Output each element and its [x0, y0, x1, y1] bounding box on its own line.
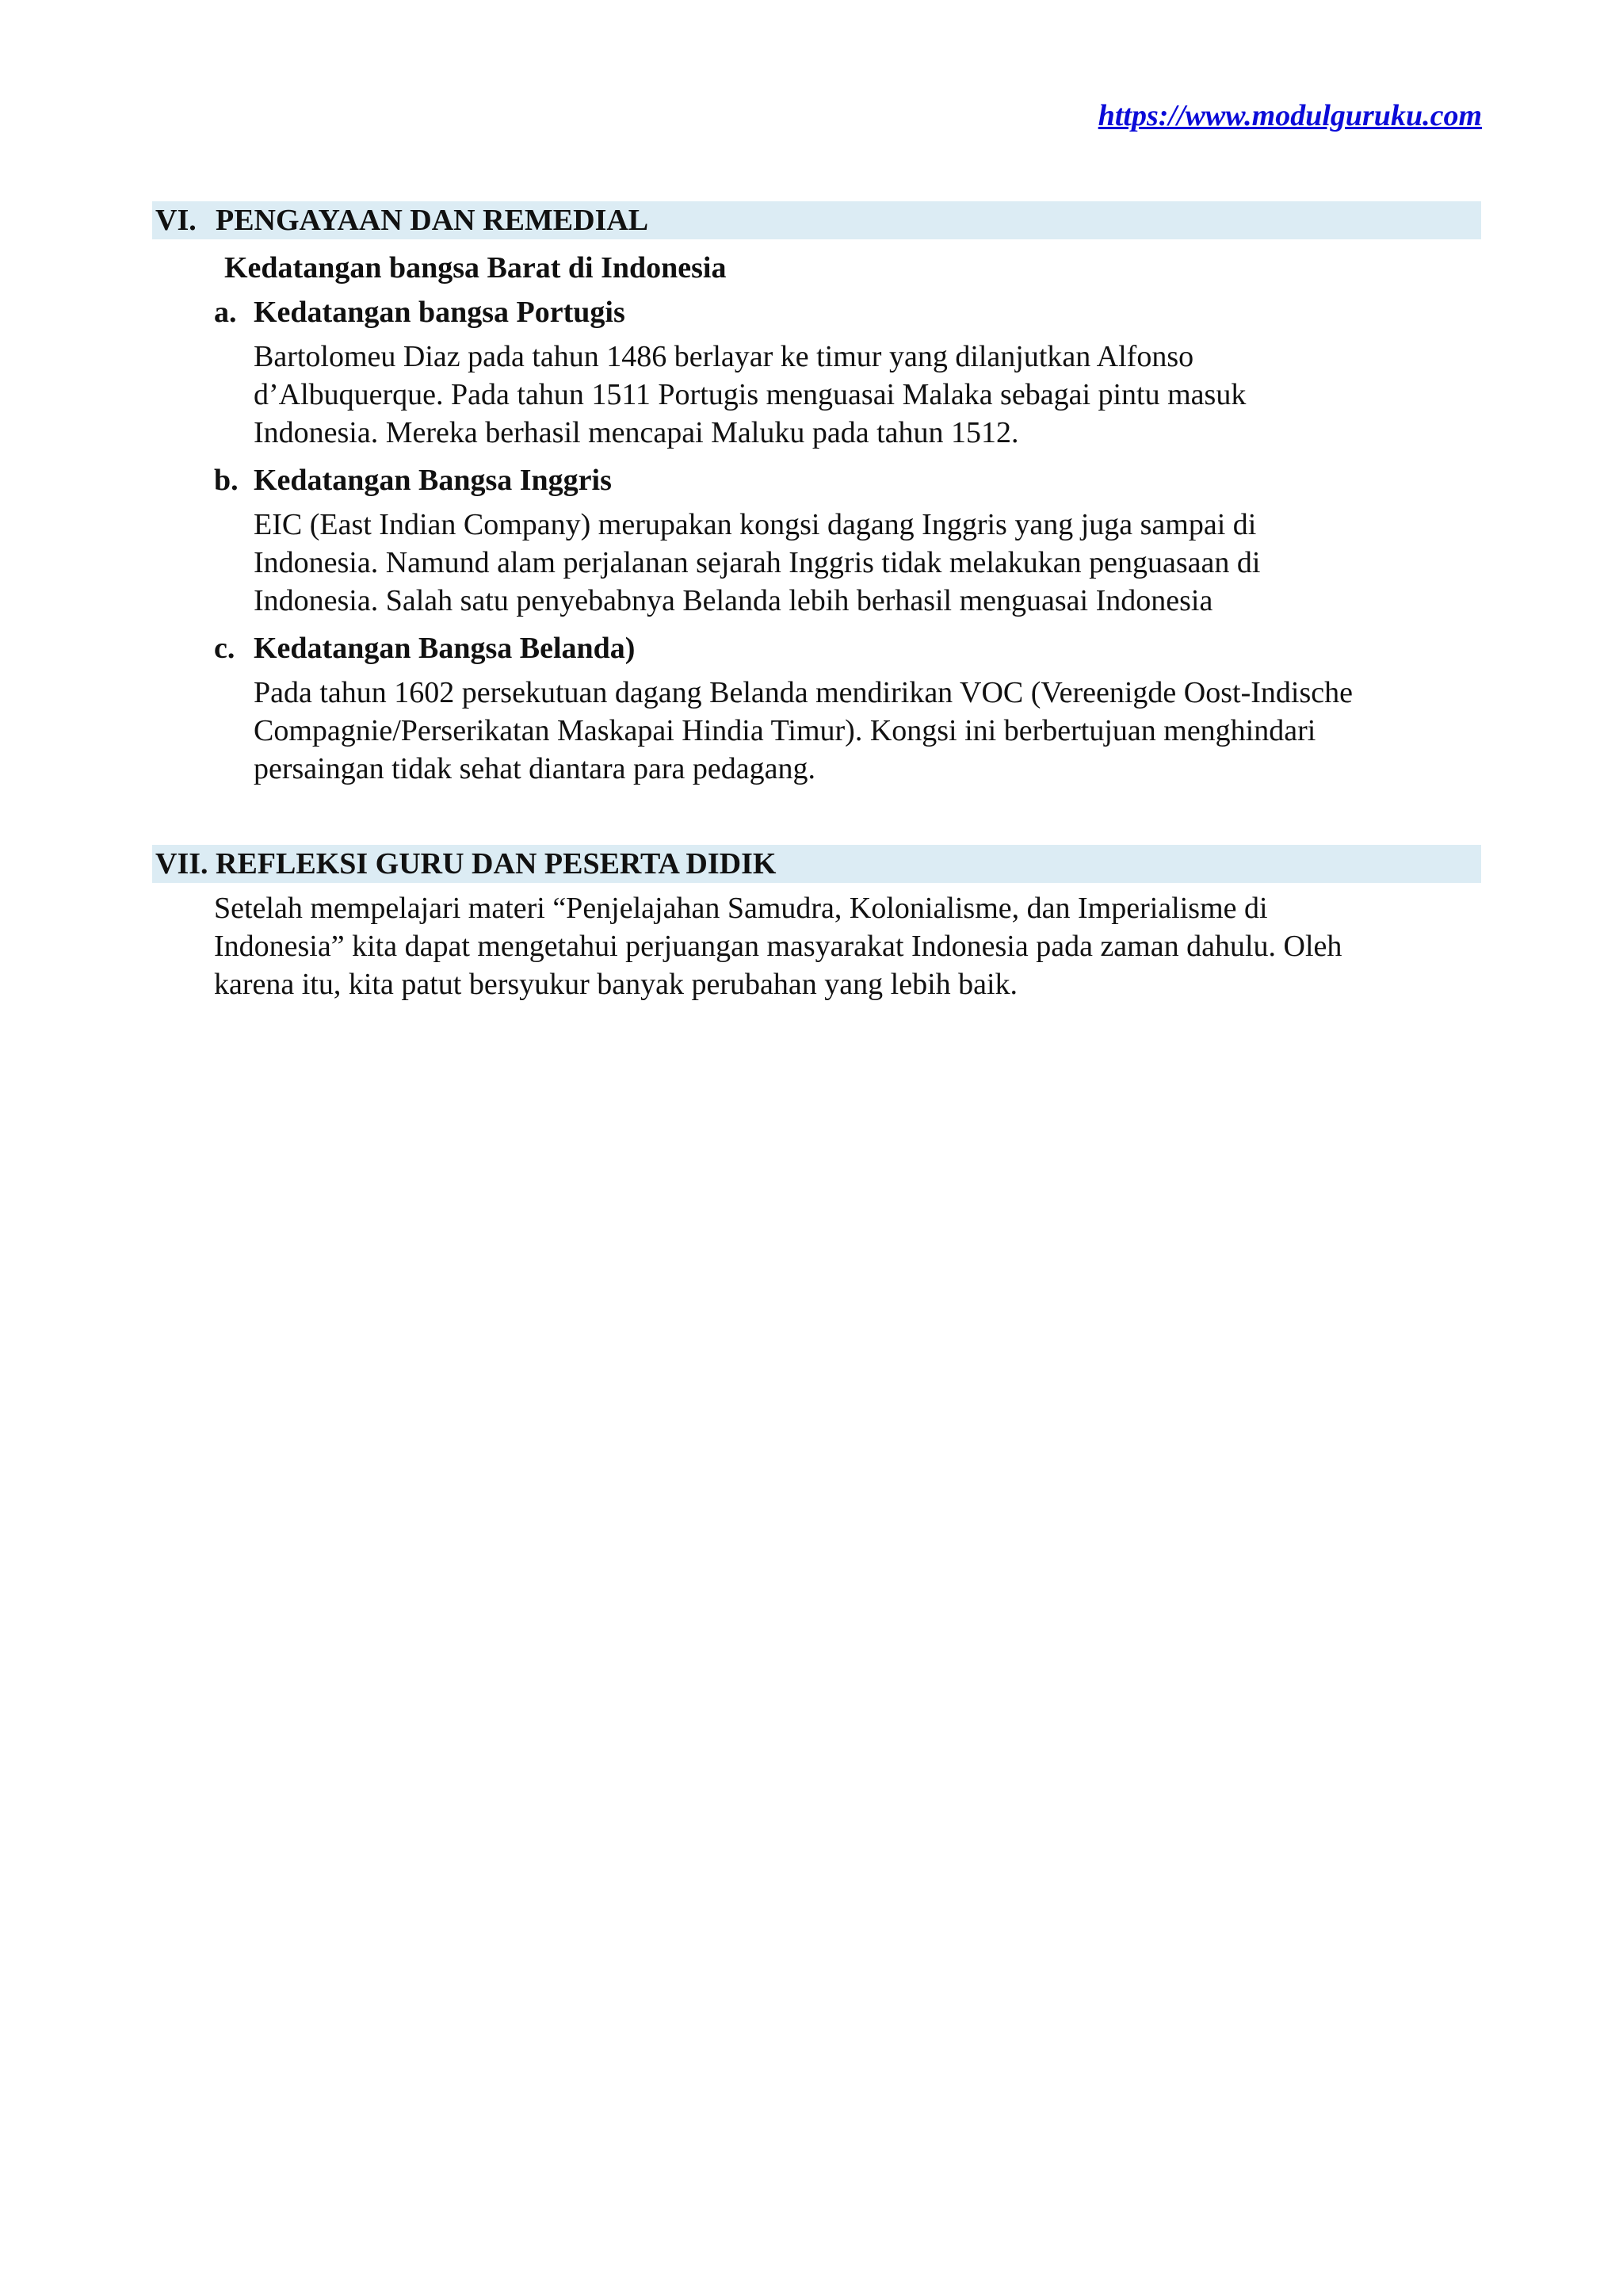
item-c-line: Pada tahun 1602 persekutuan dagang Belanda mendirikan VOC (Vereenigde Oost-Indische [254, 676, 1353, 709]
item-b-letter: b. [214, 464, 239, 497]
section-6-number: VI. [155, 204, 197, 237]
item-a-letter: a. [214, 296, 237, 329]
item-b-line: Indonesia. Namund alam perjalanan sejarah Inggris tidak melakukan penguasaan di [254, 546, 1261, 579]
section-7-heading [155, 845, 776, 883]
website-link[interactable]: https://www.modulguruku.com [1098, 99, 1482, 132]
item-c-title: Kedatangan Bangsa Belanda) [254, 632, 636, 665]
section-6-title: PENGAYAAN DAN REMEDIAL [216, 204, 649, 237]
section-6-subheading: Kedatangan bangsa Barat di Indonesia [224, 251, 727, 285]
section-7-paragraph [214, 889, 1342, 1003]
section-6-heading [155, 201, 648, 239]
item-a-paragraph [254, 338, 1246, 452]
item-c-paragraph [254, 674, 1353, 788]
section-7-title: REFLEKSI GURU DAN PESERTA DIDIK [216, 847, 777, 881]
item-b-title: Kedatangan Bangsa Inggris [254, 464, 612, 497]
item-b-line: Indonesia. Salah satu penyebabnya Belanda lebih berhasil menguasai Indonesia [254, 584, 1213, 617]
item-a-line: d’Albuquerque. Pada tahun 1511 Portugis menguasai Malaka sebagai pintu masuk [254, 378, 1247, 411]
item-c-line: persaingan tidak sehat diantara para pedagang. [254, 752, 816, 785]
item-b-line: EIC (East Indian Company) merupakan kongsi dagang Inggris yang juga sampai di [254, 508, 1257, 541]
section-7-line: karena itu, kita patut bersyukur banyak perubahan yang lebih baik. [214, 968, 1018, 1001]
item-c-letter: c. [214, 632, 235, 665]
item-a-line: Bartolomeu Diaz pada tahun 1486 berlayar ke timur yang dilanjutkan Alfonso [254, 340, 1194, 373]
section-7-line: Indonesia” kita dapat mengetahui perjuangan masyarakat Indonesia pada zaman dahulu. Oleh [214, 930, 1342, 963]
item-b-paragraph [254, 506, 1260, 620]
section-7-number: VII. [155, 847, 208, 881]
item-a-line: Indonesia. Mereka berhasil mencapai Maluku pada tahun 1512. [254, 416, 1019, 449]
item-a-title: Kedatangan bangsa Portugis [254, 296, 625, 329]
section-7-line: Setelah mempelajari materi “Penjelajahan Samudra, Kolonialisme, dan Imperialisme di [214, 892, 1268, 925]
item-c-line: Compagnie/Perserikatan Maskapai Hindia Timur). Kongsi ini berbertujuan menghindari [254, 714, 1316, 747]
